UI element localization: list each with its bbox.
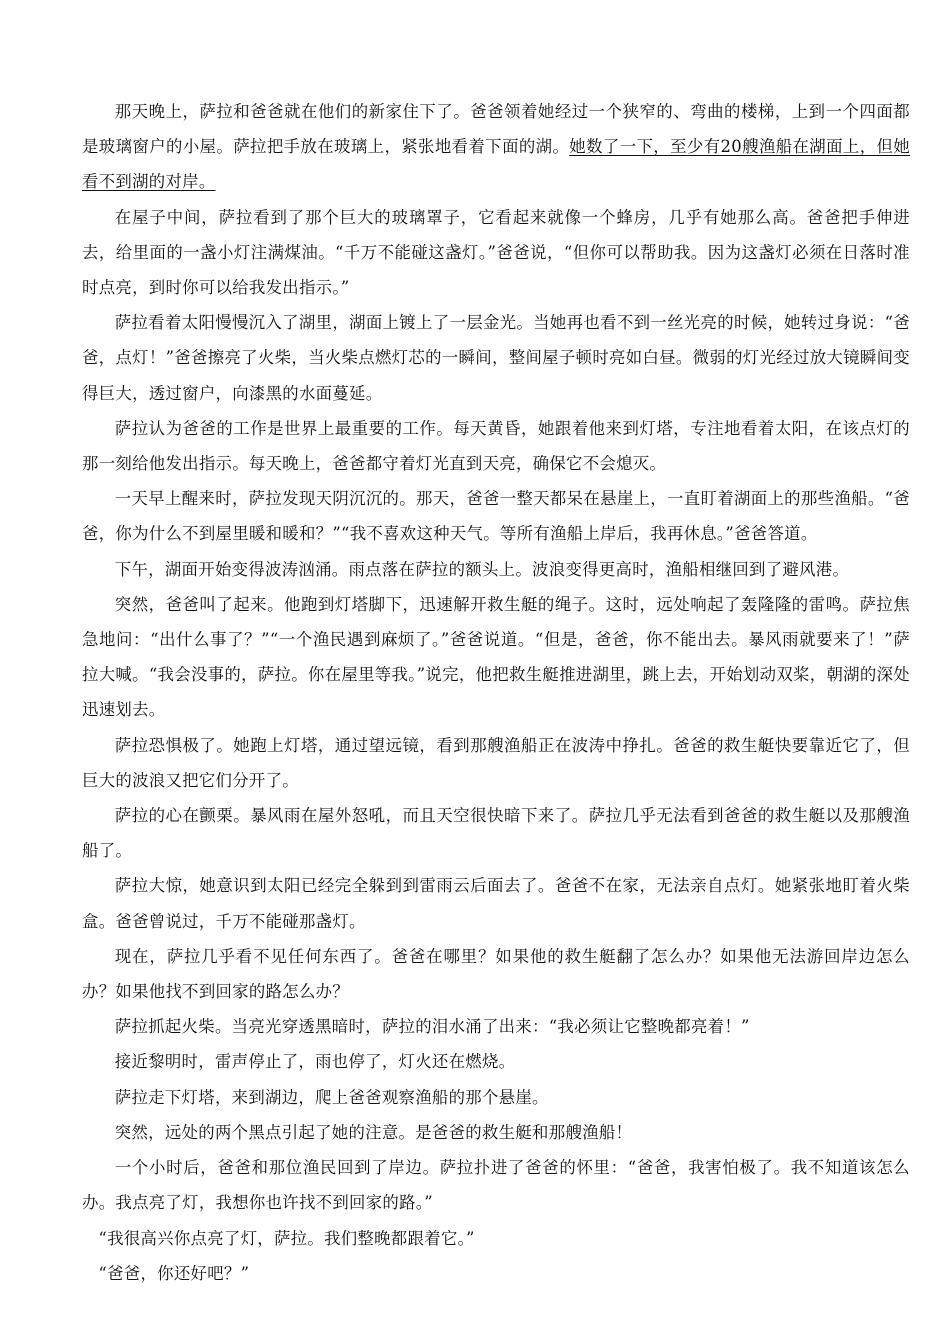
paragraph-10: 萨拉大惊，她意识到太阳已经完全躲到到雷雨云后面去了。爸爸不在家，无法亲自点灯。她紧张地盯着火柴盒。爸爸曾说过，千万不能碰那盏灯。 [82, 876, 910, 931]
paragraph-18: “爸爸，你还好吧？” [98, 1263, 250, 1283]
paragraph-3: 萨拉看着太阳慢慢沉入了湖里，湖面上镀上了一层金光。当她再也看不到一丝光亮的时候，她转过身说：“爸爸，点灯！”爸爸擦亮了火柴，当火柴点燃灯芯的一瞬间，整间屋子顿时亮如白昼。微弱的灯光经过放大镜瞬间变得巨大，透过窗户，向漆黑的水面蔓延。 [82, 313, 910, 403]
paragraph-1-text: 那天晚上，萨拉和爸爸就在他们的新家住下了。爸爸领着她经过一个狭窄的、弯曲的楼梯，上到一个四面都是玻璃窗户的小屋。萨拉把手放在玻璃上，紧张地看着下面的湖。 [82, 102, 910, 157]
paragraph-5: 一天早上醒来时，萨拉发现天阴沉沉的。那天，爸爸一整天都呆在悬崖上，一直盯着湖面上的那些渔船。“爸爸，你为什么不到屋里暖和暖和？”“我不喜欢这种天气。等所有渔船上岸后，我再休息。”爸爸答道。 [82, 489, 910, 544]
paragraph-2: 在屋子中间，萨拉看到了那个巨大的玻璃罩子，它看起来就像一个蜂房，几乎有她那么高。爸爸把手伸进去，给里面的一盏小灯注满煤油。“千万不能碰这盏灯。”爸爸说，“但你可以帮助我。因为这盏灯必须在日落时准时点亮，到时你可以给我发出指示。” [82, 207, 910, 298]
underlined-sentence: 她数了一下，至少有20艘渔船在湖面上，但她看不到湖的对岸。 [82, 137, 911, 192]
paragraph-4: 萨拉认为爸爸的工作是世界上最重要的工作。每天黄昏，她跟着他来到灯塔，专注地看着太阳，在该点灯的那一刻给他发出指示。每天晚上，爸爸都守着灯光直到天亮，确保它不会熄灭。 [82, 418, 910, 474]
paragraph-11: 现在，萨拉几乎看不见任何东西了。爸爸在哪里？如果他的救生艇翻了怎么办？如果他无法游回岸边怎么办？如果他找不到回家的路怎么办？ [82, 946, 910, 1002]
paragraph-1 [82, 94, 910, 200]
paragraph-16: 一个小时后，爸爸和那位渔民回到了岸边。萨拉扑进了爸爸的怀里：“爸爸，我害怕极了。我不知道该怎么办。我点亮了灯，我想你也许找不到回家的路。” [82, 1158, 910, 1213]
paragraph-12: 萨拉抓起火柴。当亮光穿透黑暗时，萨拉的泪水涌了出来：“我必须让它整晚都亮着！” [114, 1017, 750, 1037]
paragraph-6: 下午，湖面开始变得波涛汹涌。雨点落在萨拉的额头上。波浪变得更高时，渔船相继回到了避风港。 [114, 559, 850, 579]
paragraph-14: 萨拉走下灯塔，来到湖边，爬上爸爸观察渔船的那个悬崖。 [114, 1087, 549, 1107]
story-text [82, 94, 910, 1291]
paragraph-8: 萨拉恐惧极了。她跑上灯塔，通过望远镜，看到那艘渔船正在波涛中挣扎。爸爸的救生艇快要靠近它了，但巨大的波浪又把它们分开了。 [82, 735, 910, 790]
paragraph-7: 突然，爸爸叫了起来。他跑到灯塔脚下，迅速解开救生艇的绳子。这时，远处响起了轰隆隆的雷鸣。萨拉焦急地问：“出什么事了？”“一个渔民遇到麻烦了。”爸爸说道。“但是，爸爸，你不能出去。暴风雨就要来了！”萨拉大喊。“我会没事的，萨拉。你在屋里等我。”说完，他把救生艇推进湖里，跳上去，开始划动双桨，朝湖的深处迅速划去。 [82, 594, 910, 720]
paragraph-15: 突然，远处的两个黑点引起了她的注意。是爸爸的救生艇和那艘渔船！ [114, 1122, 633, 1142]
paragraph-9: 萨拉的心在颤栗。暴风雨在屋外怒吼，而且天空很快暗下来了。萨拉几乎无法看到爸爸的救生艇以及那艘渔船了。 [82, 806, 910, 861]
paragraph-17: “我很高兴你点亮了灯，萨拉。我们整晚都跟着它。” [98, 1228, 475, 1248]
paragraph-13: 接近黎明时，雷声停止了，雨也停了，灯火还在燃烧。 [114, 1052, 516, 1072]
